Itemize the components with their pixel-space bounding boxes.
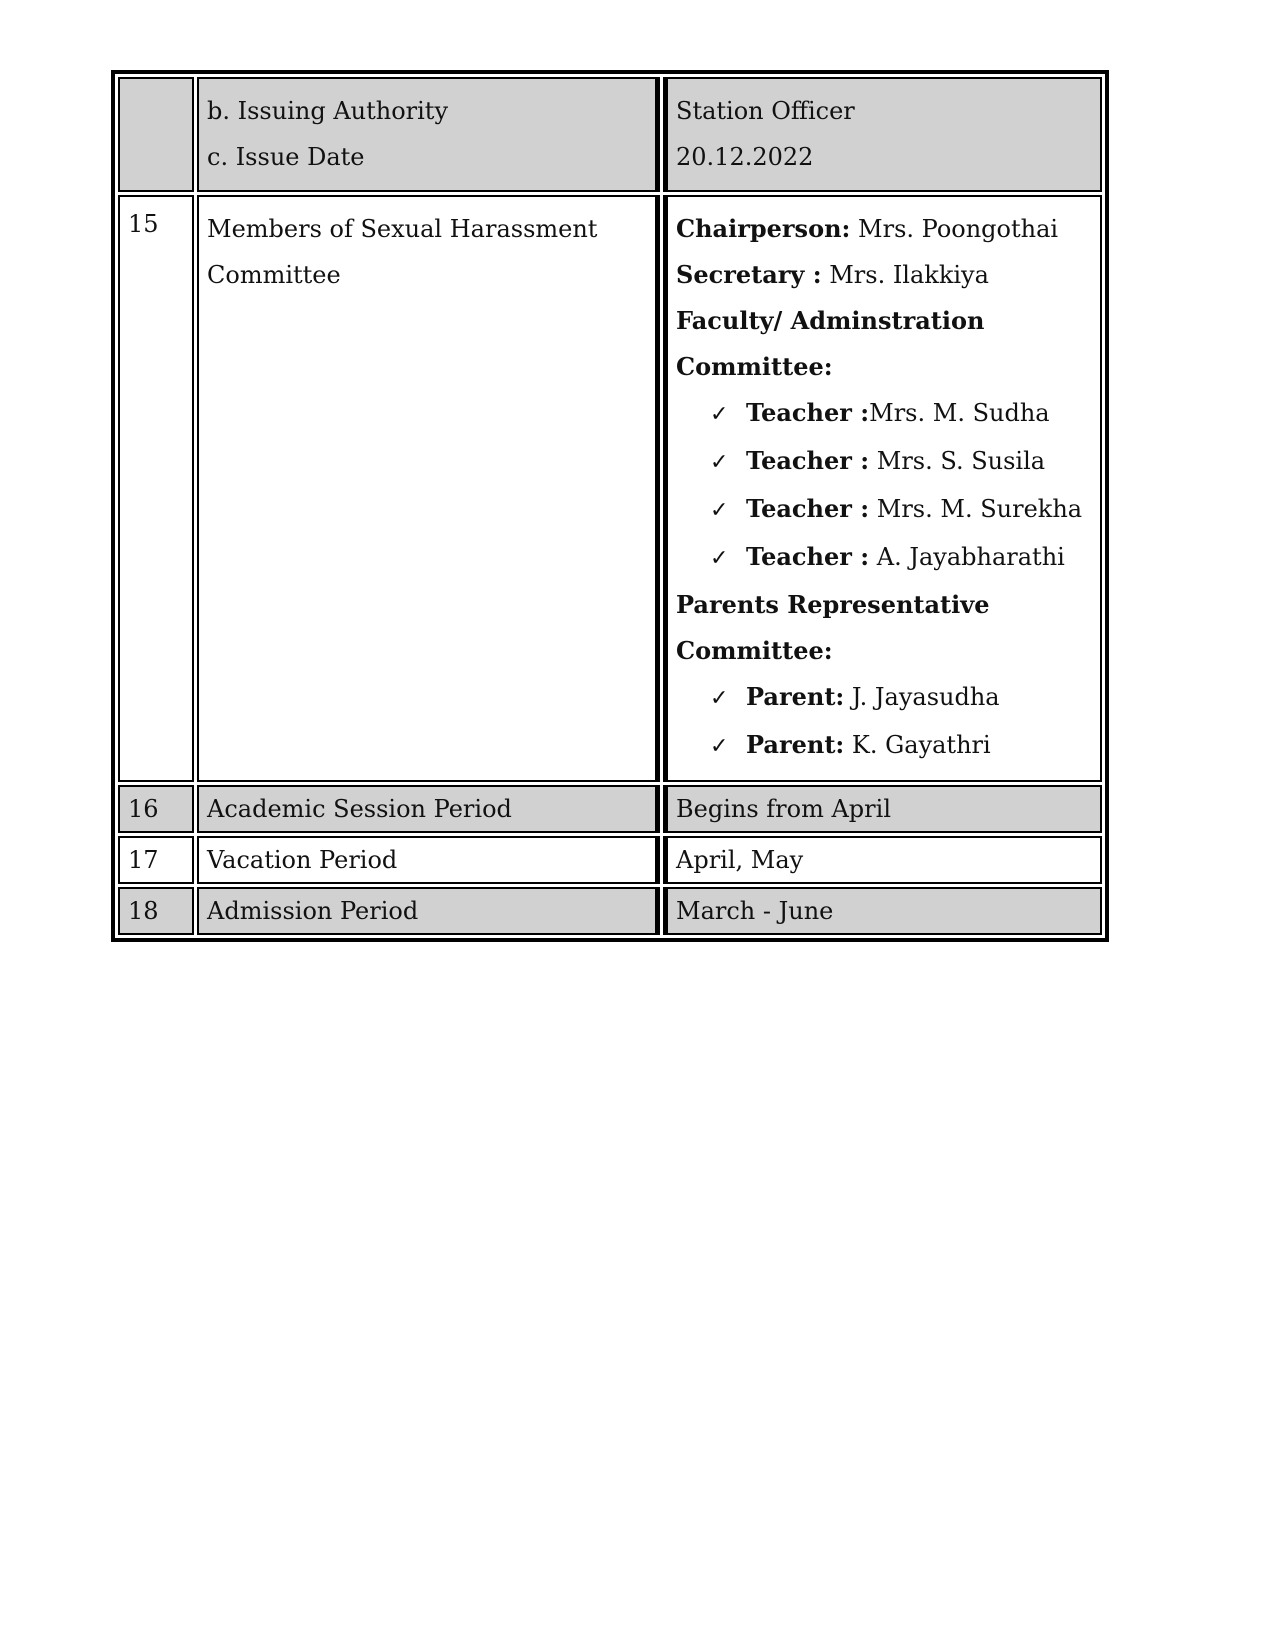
- row-value: [663, 77, 1102, 192]
- list-item: [676, 438, 1092, 486]
- issuing-authority-label: b. Issuing Authority: [207, 97, 449, 125]
- row-number: [118, 77, 194, 192]
- list-item: [676, 534, 1092, 582]
- row-number: 17: [118, 836, 194, 884]
- row-value: March - June: [663, 887, 1102, 935]
- member-role: Teacher :: [746, 494, 870, 523]
- checkmark-icon: ✓: [710, 686, 729, 711]
- secretary-value: Mrs. Ilakkiya: [821, 261, 989, 289]
- member-name: Mrs. M. Surekha: [869, 495, 1083, 523]
- row-label: Members of Sexual Harassment Committee: [197, 195, 660, 782]
- checkmark-icon: ✓: [710, 498, 729, 523]
- parents-committee-heading: Parents Representative Committee:: [676, 590, 990, 665]
- committee-members-cell: [663, 195, 1102, 782]
- member-name: A. Jayabharathi: [869, 543, 1065, 571]
- chairperson-line: [676, 206, 1092, 252]
- member-role: Teacher :: [746, 398, 870, 427]
- secretary-line: [676, 252, 1092, 298]
- issuing-authority-value: Station Officer: [676, 97, 855, 125]
- row-label: Admission Period: [197, 887, 660, 935]
- chairperson-label: Chairperson:: [676, 214, 851, 243]
- checkmark-icon: ✓: [710, 402, 729, 427]
- table-row-18: [118, 887, 1102, 935]
- table-row-15: [118, 195, 1102, 782]
- member-role: Parent:: [746, 682, 845, 711]
- member-name: Mrs. S. Susila: [869, 447, 1046, 475]
- info-table: [111, 70, 1109, 942]
- row-label: [197, 77, 660, 192]
- member-role: Parent:: [746, 730, 845, 759]
- table-row-issuing: [118, 77, 1102, 192]
- row-number: 15: [118, 195, 194, 782]
- list-item: [676, 486, 1092, 534]
- member-name: Mrs. M. Sudha: [869, 399, 1050, 427]
- secretary-label: Secretary :: [676, 260, 822, 289]
- table-row-16: [118, 785, 1102, 833]
- list-item: [676, 390, 1092, 438]
- checkmark-icon: ✓: [710, 546, 729, 571]
- list-item: [676, 722, 1092, 770]
- row-label: Vacation Period: [197, 836, 660, 884]
- row-number: 18: [118, 887, 194, 935]
- table-row-17: [118, 836, 1102, 884]
- list-item: [676, 674, 1092, 722]
- member-name: J. Jayasudha: [844, 683, 1000, 711]
- issue-date-value: 20.12.2022: [676, 143, 814, 171]
- row-value: Begins from April: [663, 785, 1102, 833]
- member-role: Teacher :: [746, 446, 870, 475]
- issue-date-label: c. Issue Date: [207, 143, 365, 171]
- chairperson-value: Mrs. Poongothai: [850, 215, 1059, 243]
- row-value: April, May: [663, 836, 1102, 884]
- row-label: Academic Session Period: [197, 785, 660, 833]
- member-name: K. Gayathri: [844, 731, 991, 759]
- faculty-committee-heading: Faculty/ Adminstration Committee:: [676, 306, 985, 381]
- row-number: 16: [118, 785, 194, 833]
- checkmark-icon: ✓: [710, 450, 729, 475]
- member-role: Teacher :: [746, 542, 870, 571]
- checkmark-icon: ✓: [710, 734, 729, 759]
